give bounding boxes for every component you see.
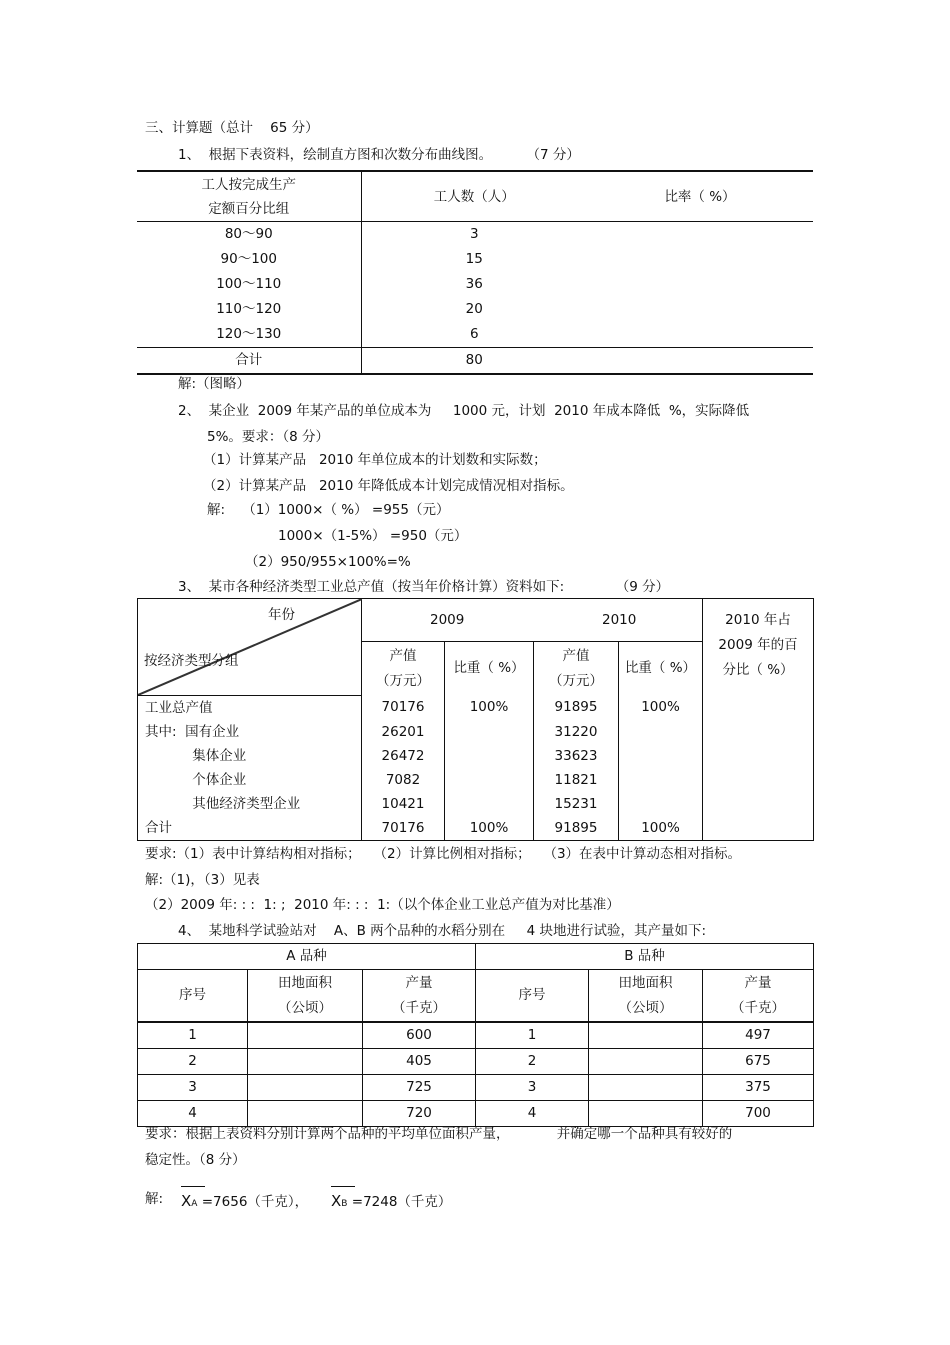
b-no-header: 序号 [476, 970, 589, 1023]
share-2009: 100% [445, 695, 534, 720]
value-2010: 15231 [534, 792, 619, 816]
a-yield: 725 [363, 1075, 476, 1101]
b-no: 4 [476, 1101, 589, 1127]
table-row [138, 1022, 814, 1049]
q2-req2: （2）计算某产品 2010 年降低成本计划完成情况相对指标。 [203, 478, 574, 494]
table-row [137, 222, 813, 248]
column-header-row [138, 970, 814, 1023]
q2-ans2: 1000×（1-5%） =950（元） [278, 528, 468, 544]
value-2009: 70176 [362, 816, 445, 841]
count-cell: 6 [469, 326, 479, 342]
value-2009: 10421 [362, 792, 445, 816]
table-row [137, 247, 813, 272]
rate-cell [587, 297, 813, 322]
q3-ans2: （2）2009 年: : : 1: ; 2010 年: : : 1:（以个体企业工业总产值为对比基准） [145, 897, 620, 913]
table-row [137, 297, 813, 322]
year-header [362, 599, 703, 642]
b-area-header [589, 970, 703, 1023]
table-row [137, 272, 813, 297]
q4-table [137, 943, 814, 1127]
yield-label: 产量 [405, 974, 433, 991]
q3-requirement: 要求:（1）表中计算结构相对指标； （2）计算比例相对指标； （3）在表中计算动态相对指标。 [145, 846, 742, 862]
share-2010 [619, 744, 703, 768]
growth-header-line3: 分比（ %） [722, 662, 794, 678]
rate-cell [587, 322, 813, 348]
share-2010: 100% [619, 695, 703, 720]
value-2010: 91895 [534, 695, 619, 720]
b-yield: 675 [703, 1049, 814, 1075]
total-rate [587, 348, 813, 375]
count-cell: 3 [469, 226, 479, 242]
header-group [137, 171, 361, 222]
table-row [138, 1101, 814, 1127]
area-unit: （公顷） [618, 999, 673, 1016]
row-label: 其中: 国有企业 [138, 720, 362, 744]
mean-b [331, 1192, 451, 1213]
variety-a-header: A 品种 [138, 944, 476, 970]
area-label: 田地面积 [278, 974, 332, 991]
yield-unit: （千克） [392, 999, 446, 1016]
b-no: 3 [476, 1075, 589, 1101]
value-2010: 31220 [534, 720, 619, 744]
rate-cell [587, 222, 813, 248]
header-group-line2: 定额百分比组 [208, 200, 290, 217]
b-area [589, 1049, 703, 1075]
a-yield-header [363, 970, 476, 1023]
header-count: 工人数（人） [361, 171, 587, 222]
area-unit: （公顷） [278, 999, 332, 1016]
value-2010: 33623 [534, 744, 619, 768]
q2-ans3: （2）950/955×100%=% [245, 554, 411, 570]
mean-bar-b [331, 1186, 355, 1187]
table-row [138, 1075, 814, 1101]
table-row [138, 1049, 814, 1075]
header-rate: 比率（ %） [587, 171, 813, 222]
a-area [248, 1075, 363, 1101]
year-2010: 2010 [602, 612, 637, 628]
q2-line2: 5%。要求：（8 分） [207, 429, 330, 445]
q3-ans1: 解:（1)，（3）见表 [145, 872, 260, 888]
growth-header [703, 599, 814, 841]
header-group-line1: 工人按完成生产 [201, 176, 296, 193]
table-header-row [137, 171, 813, 222]
section-title: 三、计算题（总计 65 分） [145, 120, 319, 136]
a-area-header [248, 970, 363, 1023]
total-row [137, 348, 813, 375]
variety-b-header: B 品种 [476, 944, 814, 970]
group-cell: 90～100 [137, 247, 361, 272]
share-2010: 100% [619, 816, 703, 841]
q4-answer-prefix: 解: [145, 1191, 164, 1207]
q1-prompt: 1、 根据下表资料，绘制直方图和次数分布曲线图。 （7 分） [178, 147, 580, 163]
q4-requirement-line1: 要求：根据上表资料分别计算两个品种的平均单位面积产量， 并确定哪一个品种具有较好的 [145, 1126, 733, 1142]
mean-a-subscript: A [191, 1199, 198, 1209]
a-no: 3 [138, 1075, 248, 1101]
group-cell: 120～130 [137, 322, 361, 348]
value-2009: 26472 [362, 744, 445, 768]
a-area [248, 1049, 363, 1075]
count-cell: 36 [465, 276, 483, 292]
value-header-2010 [534, 642, 619, 696]
growth-header-line2: 2009 年的百 [718, 637, 798, 653]
q2-ans1: 解: （1）1000×（ %） =955（元） [207, 502, 450, 518]
b-yield: 497 [703, 1022, 814, 1049]
a-yield: 720 [363, 1101, 476, 1127]
mean-a [181, 1192, 308, 1213]
value-2009: 7082 [362, 768, 445, 792]
share-2009 [445, 744, 534, 768]
variety-header-row [138, 944, 814, 970]
value-2009: 26201 [362, 720, 445, 744]
row-label: 其他经济类型企业 [138, 792, 362, 816]
mean-b-value: =7248（千克） [347, 1194, 452, 1210]
q2-req1: （1）计算某产品 2010 年单位成本的计划数和实际数； [203, 452, 547, 468]
b-area [589, 1101, 703, 1127]
a-no: 4 [138, 1101, 248, 1127]
a-yield: 600 [363, 1022, 476, 1049]
a-no: 2 [138, 1049, 248, 1075]
share-2009: 100% [445, 816, 534, 841]
b-yield-header [703, 970, 814, 1023]
count-cell: 20 [465, 301, 483, 317]
share-2009 [445, 792, 534, 816]
q2-line1: 2、 某企业 2009 年某产品的单位成本为 1000 元，计划 2010 年成本降低 %，实际降低 [178, 403, 750, 419]
count-cell: 15 [465, 251, 483, 267]
value-unit: （万元） [376, 672, 430, 689]
share-2009 [445, 768, 534, 792]
total-label: 合计 [137, 348, 361, 375]
mean-bar-a [181, 1186, 205, 1187]
group-cell: 80～90 [137, 222, 361, 248]
growth-header-line1: 2010 年占 [725, 612, 791, 628]
value-2010: 11821 [534, 768, 619, 792]
row-label: 个体企业 [138, 768, 362, 792]
b-yield: 375 [703, 1075, 814, 1101]
corner-year-label: 年份 [268, 607, 295, 623]
q1-answer: 解:（图略） [178, 376, 251, 392]
share-header-2010: 比重（ %） [619, 642, 703, 696]
mean-a-symbol: X [181, 1192, 192, 1210]
table-header-row [138, 599, 814, 642]
share-2010 [619, 720, 703, 744]
rate-cell [587, 272, 813, 297]
row-label: 集体企业 [138, 744, 362, 768]
diagonal-line [138, 599, 362, 695]
mean-b-subscript: B [341, 1199, 348, 1209]
mean-a-value: =7656（千克）， [197, 1194, 309, 1210]
yield-unit: （千克） [731, 999, 786, 1016]
year-2009: 2009 [430, 612, 465, 628]
yield-label: 产量 [744, 974, 772, 991]
b-area [589, 1022, 703, 1049]
share-header-2009: 比重（ %） [445, 642, 534, 696]
q3-prompt: 3、 某市各种经济类型工业总产值（按当年价格计算）资料如下: （9 分） [178, 579, 670, 595]
q3-table [137, 598, 814, 841]
row-label: 工业总产值 [138, 695, 362, 720]
total-count: 80 [361, 348, 587, 375]
q4-requirement-line2: 稳定性。（8 分） [145, 1152, 246, 1168]
value-label: 产值 [562, 647, 590, 664]
b-no: 2 [476, 1049, 589, 1075]
value-2009: 70176 [362, 695, 445, 720]
share-2010 [619, 768, 703, 792]
b-yield: 700 [703, 1101, 814, 1127]
a-area [248, 1101, 363, 1127]
q4-prompt: 4、 某地科学试验站对 A、B 两个品种的水稻分别在 4 块地进行试验，其产量如下: [178, 923, 707, 939]
group-cell: 110～120 [137, 297, 361, 322]
mean-b-symbol: X [331, 1192, 342, 1210]
share-2010 [619, 792, 703, 816]
value-header-2009 [362, 642, 445, 696]
area-label: 田地面积 [618, 974, 673, 991]
a-no-header: 序号 [138, 970, 248, 1023]
b-no: 1 [476, 1022, 589, 1049]
value-2010: 91895 [534, 816, 619, 841]
share-2009 [445, 720, 534, 744]
value-unit: （万元） [549, 672, 603, 689]
group-cell: 100～110 [137, 272, 361, 297]
value-label: 产值 [389, 647, 417, 664]
corner-header-cell [138, 599, 362, 696]
table-row [137, 322, 813, 348]
a-yield: 405 [363, 1049, 476, 1075]
row-label: 合计 [138, 816, 362, 841]
rate-cell [587, 247, 813, 272]
a-no: 1 [138, 1022, 248, 1049]
q1-table [137, 170, 813, 375]
corner-group-label: 按经济类型分组 [144, 653, 239, 669]
a-area [248, 1022, 363, 1049]
b-area [589, 1075, 703, 1101]
